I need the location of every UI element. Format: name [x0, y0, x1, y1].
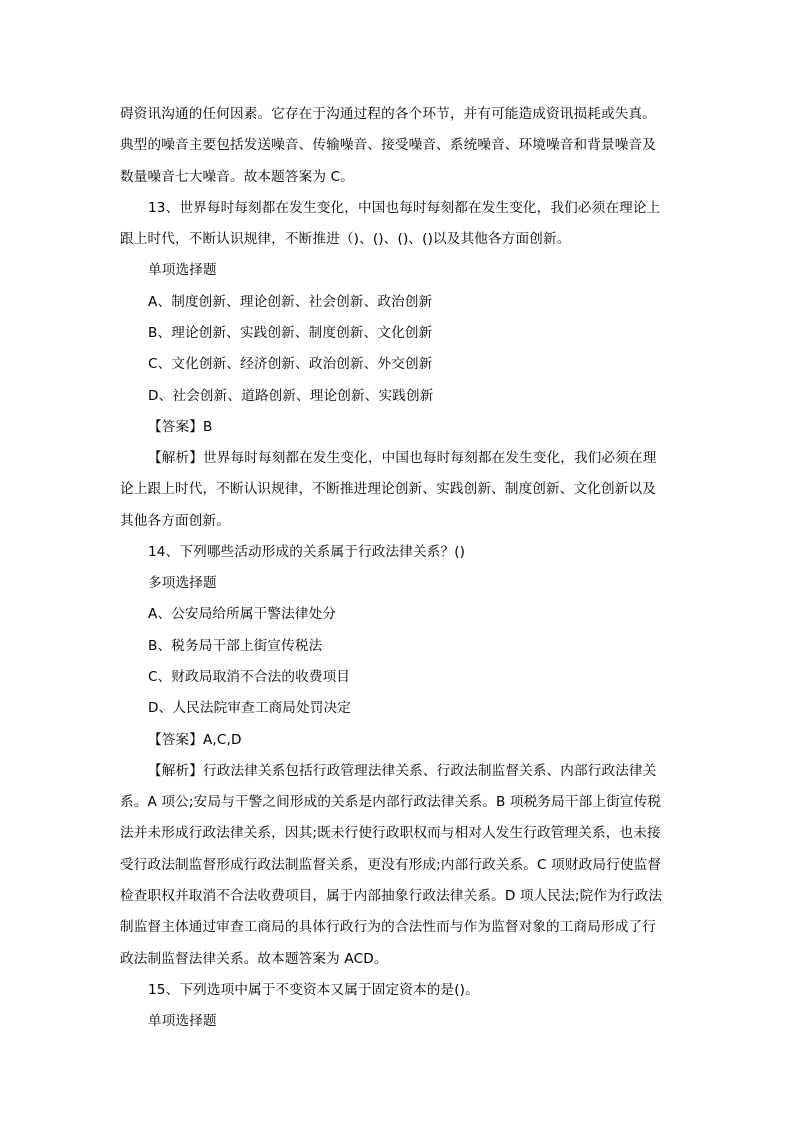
text-line: 法并未形成行政法律关系，因其;既未行使行政职权而与相对人发生行政管理关系，也未接: [120, 825, 661, 842]
text-line: 15、下列选项中属于不变资本又属于固定资本的是()。: [148, 981, 479, 998]
text-line: 检查职权并取消不合法收费项目，属于内部抽象行政法律关系。D 项人民法;院作为行政法: [120, 888, 663, 904]
text-line: D、人民法院审查工商局处罚决定: [148, 700, 352, 717]
text-line: B、理论创新、实践创新、制度创新、文化创新: [148, 324, 433, 341]
text-line: 系。A 项公;安局与干警之间形成的关系是内部行政法律关系。B 项税务局干部上街宣传税: [120, 794, 662, 811]
text-line: D、社会创新、道路创新、理论创新、实践创新: [148, 387, 434, 404]
text-line: 【答案】B: [148, 418, 213, 435]
text-line: 其他各方面创新。: [120, 512, 230, 529]
text-line: 论上跟上时代，不断认识规律，不断推进理论创新、实践创新、制度创新、文化创新以及: [120, 481, 657, 498]
text-line: 多项选择题: [148, 575, 217, 592]
text-line: 受行政法制监督形成行政法制监督关系，更没有形成;内部行政关系。C 项财政局行使监督: [120, 856, 662, 873]
text-line: 碍资讯沟通的任何因素。它存在于沟通过程的各个环节，并有可能造成资讯损耗或失真。: [120, 106, 657, 122]
text-line: 制监督主体通过审查工商局的具体行政行为的合法性而与作为监督对象的工商局形成了行: [120, 919, 657, 936]
text-line: C、文化创新、经济创新、政治创新、外交创新: [148, 356, 433, 373]
text-line: A、制度创新、理论创新、社会创新、政治创新: [148, 293, 433, 310]
text-line: A、公安局给所属干警法律处分: [148, 606, 337, 623]
text-line: 【解析】行政法律关系包括行政管理法律关系、行政法制监督关系、内部行政法律关: [148, 762, 657, 779]
text-line: 数量噪音七大噪音。故本题答案为 C。: [120, 168, 355, 185]
text-line: 【解析】世界每时每刻都在发生变化，中国也每时每刻都在发生变化，我们必须在理: [148, 450, 657, 467]
text-line: C、财政局取消不合法的收费项目: [148, 669, 351, 686]
text-line: 【答案】A,C,D: [148, 731, 242, 748]
text-line: 13、世界每时每刻都在发生变化，中国也每时每刻都在发生变化，我们必须在理论上: [148, 199, 661, 216]
text-line: 单项选择题: [148, 262, 217, 279]
text-line: 政法制监督法律关系。故本题答案为 ACD。: [120, 950, 388, 967]
text-line: 典型的噪音主要包括发送噪音、传输噪音、接受噪音、系统噪音、环境噪音和背景噪音及: [120, 137, 657, 154]
text-line: 跟上时代，不断认识规律，不断推进（)、()、()、()以及其他各方面创新。: [120, 231, 571, 248]
text-line: 14、下列哪些活动形成的关系属于行政法律关系？(): [148, 543, 466, 560]
text-line: 单项选择题: [148, 1013, 217, 1030]
text-line: B、税务局干部上街宣传税法: [148, 637, 323, 654]
